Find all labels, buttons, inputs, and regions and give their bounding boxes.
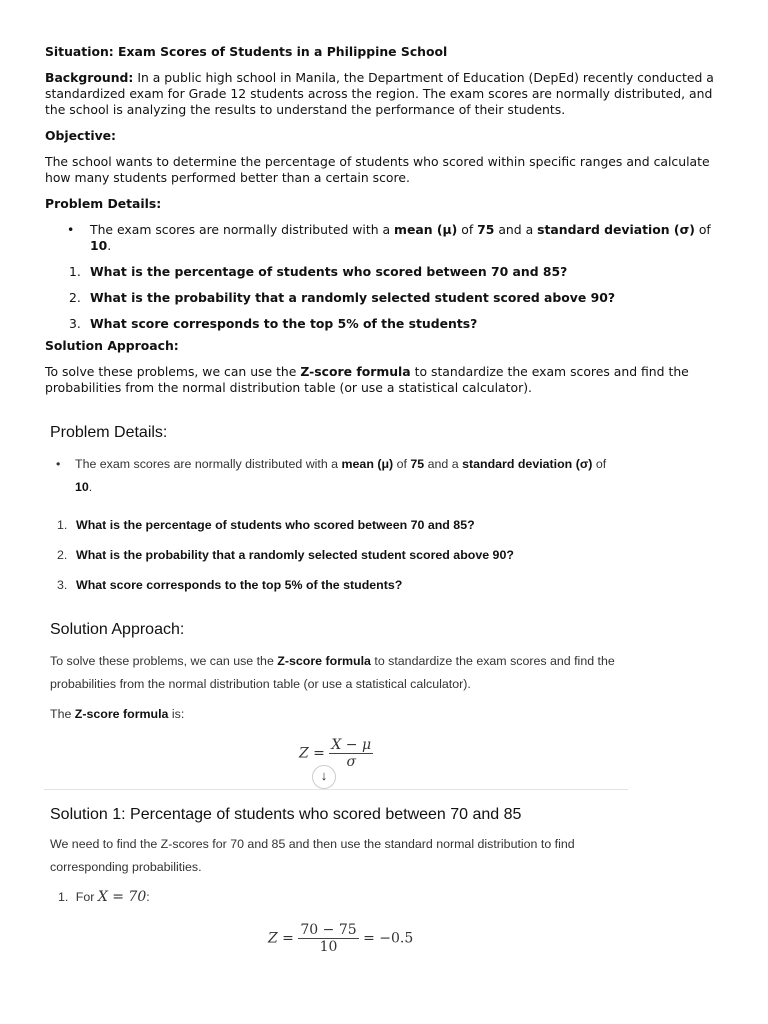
screenshot-question-text: What is the percentage of students who scored between 70 and 85? xyxy=(76,518,475,532)
scroll-down-button[interactable] xyxy=(312,765,336,789)
bullet-mean-label: mean (μ) xyxy=(394,222,458,237)
calc-lhs: Z = xyxy=(268,930,294,947)
distribution-bullet xyxy=(45,222,735,254)
calc-numerator: 70 − 75 xyxy=(300,922,357,938)
sbullet-text-2: of xyxy=(393,457,411,471)
question-text: What is the probability that a randomly selected student scored above 90? xyxy=(90,290,616,305)
sbullet-mean-label: mean (μ) xyxy=(341,457,394,471)
formula-intro xyxy=(50,703,184,726)
calc-denominator: 10 xyxy=(319,939,338,955)
step1-math: X = 70 xyxy=(97,889,147,905)
background-text: In a public high school in Manila, the Department of Education (DepEd) recently conducted a standardized exam for Grade 12 students across the region. The exam scores are normally distributed, and the school is analyzing the results to understand the performance of their students. xyxy=(45,70,714,117)
sbullet-sd-value: 10 xyxy=(75,480,89,494)
calc-result: = −0.5 xyxy=(363,930,414,947)
formula-intro-2: is: xyxy=(168,707,185,721)
embedded-screenshot xyxy=(50,420,630,1020)
sbullet-text-1: The exam scores are normally distributed with a xyxy=(75,457,342,471)
problem-details-label: Problem Details: xyxy=(45,196,162,211)
document-title: Situation: Exam Scores of Students in a Philippine School xyxy=(45,44,448,59)
formula-lhs: Z = xyxy=(299,745,325,762)
ssolution-text-1: To solve these problems, we can use the xyxy=(50,654,278,668)
question-number: 2. xyxy=(69,290,81,305)
screenshot-solution-heading: Solution Approach: xyxy=(50,621,185,638)
solution-text-1: To solve these problems, we can use the xyxy=(45,364,301,379)
background-paragraph xyxy=(45,70,735,118)
question-item xyxy=(45,290,735,306)
question-number: 3. xyxy=(69,316,81,331)
bullet-text-1: The exam scores are normally distributed with a xyxy=(90,222,395,237)
arrow-down-icon: ↓ xyxy=(320,768,328,783)
formula-intro-bold: Z-score formula xyxy=(74,707,169,721)
question-text: What is the percentage of students who scored between 70 and 85? xyxy=(90,264,568,279)
formula-numerator: X − μ xyxy=(331,737,372,753)
step1-number: 1. xyxy=(58,890,69,904)
sbullet-text-4: of xyxy=(592,457,607,471)
problem-bullets xyxy=(45,222,735,254)
sbullet-text-5: . xyxy=(88,480,93,494)
background-label: Background: xyxy=(45,70,134,85)
sbullet-text-3: and a xyxy=(424,457,463,471)
objective-label: Objective: xyxy=(45,128,117,143)
screenshot-question-number: 1. xyxy=(57,518,68,532)
solution-approach-text xyxy=(45,364,735,396)
solution-zscore-label: Z-score formula xyxy=(300,364,411,379)
solution-approach-label: Solution Approach: xyxy=(45,338,179,353)
solution1-text: We need to find the Z-scores for 70 and 85 and then use the standard normal distribution to find corresponding probabilities. xyxy=(50,837,575,874)
formula-denominator: σ xyxy=(346,754,356,770)
bullet-text-5: . xyxy=(107,238,112,253)
solution-text-2: to standardize the exam scores and find the probabilities from the normal distribution table (or use a statistical calculator). xyxy=(45,364,689,395)
bullet-dot: • xyxy=(56,457,61,471)
bullet-sd-value: 10 xyxy=(90,238,108,253)
screenshot-question-number: 2. xyxy=(57,548,68,562)
formula-fraction xyxy=(329,737,373,770)
calc-fraction xyxy=(298,922,358,955)
sbullet-sd-label: standard deviation (σ) xyxy=(462,457,593,471)
question-item xyxy=(45,316,735,332)
bullet-sd-label: standard deviation (σ) xyxy=(537,222,695,237)
objective-text: The school wants to determine the percentage of students who scored within specific ranges and calculate how many students performed better than a certain score. xyxy=(45,154,710,185)
document-body xyxy=(45,44,735,406)
screenshot-solution-text xyxy=(50,650,620,696)
solution1-heading: Solution 1: Percentage of students who scored between 70 and 85 xyxy=(50,806,522,823)
ssolution-text-2: to standardize the exam scores and find the probabilities from the normal distribution table (or use a statistical calculator). xyxy=(50,654,615,691)
sbullet-mean-value: 75 xyxy=(410,457,425,471)
screenshot-question-list xyxy=(57,518,617,598)
question-item xyxy=(45,264,735,280)
screenshot-problem-heading: Problem Details: xyxy=(50,424,168,441)
divider xyxy=(44,789,628,790)
question-number: 1. xyxy=(69,264,81,279)
bullet-mean-value: 75 xyxy=(477,222,495,237)
bullet-text-4: of xyxy=(694,222,711,237)
ssolution-zscore-label: Z-score formula xyxy=(277,654,371,668)
step1-colon: : xyxy=(146,890,150,904)
step1-label: For xyxy=(75,890,98,904)
formula-intro-1: The xyxy=(50,707,75,721)
step1-line xyxy=(58,886,150,909)
screenshot-distribution-bullet xyxy=(56,453,626,499)
bullet-text-3: and a xyxy=(494,222,538,237)
question-text: What score corresponds to the top 5% of the students? xyxy=(90,316,478,331)
z-calculation xyxy=(268,922,413,955)
bullet-text-2: of xyxy=(457,222,478,237)
screenshot-question-text: What score corresponds to the top 5% of the students? xyxy=(76,578,403,592)
question-list xyxy=(45,264,735,332)
screenshot-question-number: 3. xyxy=(57,578,68,592)
zscore-formula xyxy=(299,737,373,770)
screenshot-question-text: What is the probability that a randomly selected student scored above 90? xyxy=(76,548,514,562)
screenshot-bullet-text xyxy=(56,453,626,499)
